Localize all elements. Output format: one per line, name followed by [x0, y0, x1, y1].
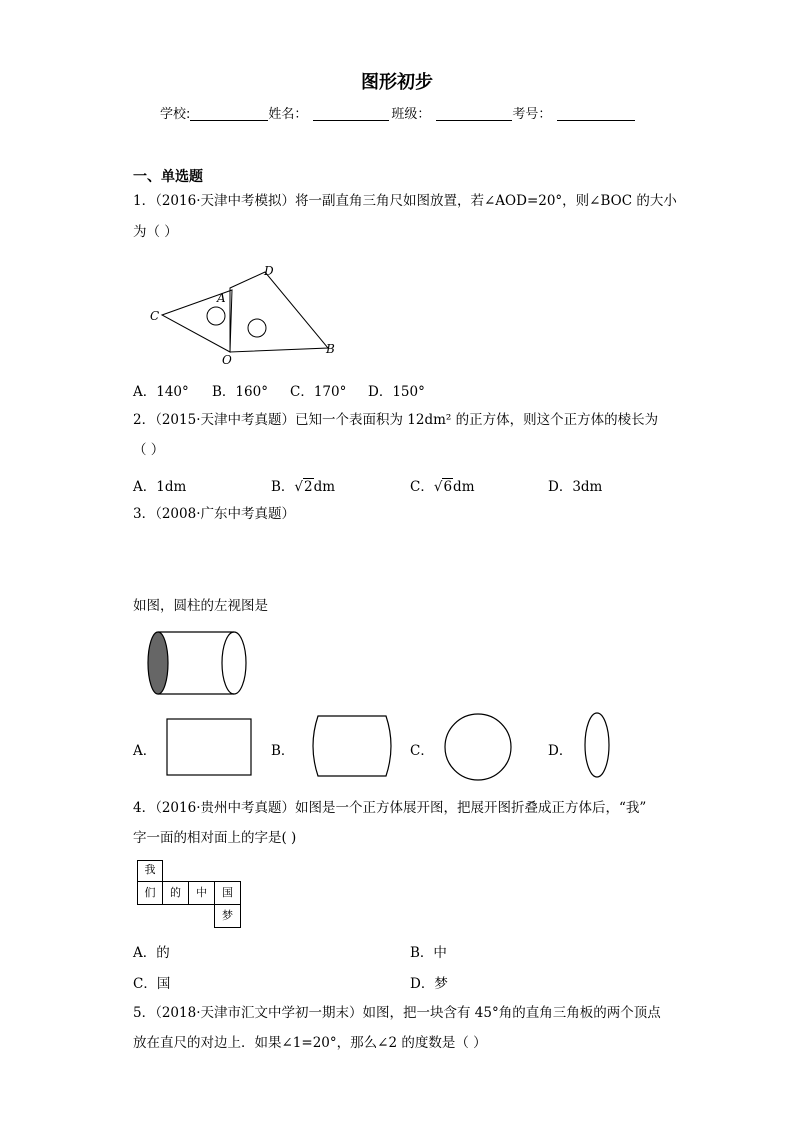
- class-label: 班级：: [391, 107, 431, 122]
- sqrt-symbol: √6: [433, 479, 453, 495]
- q4-option-b[interactable]: B．中: [410, 945, 447, 961]
- rectangle-shape: [166, 718, 254, 778]
- q1-triangles-figure: [140, 260, 350, 370]
- q1-line2: 为（ ）: [133, 224, 178, 240]
- q5-line2: 放在直尺的对边上．如果∠1=20°，那么∠2 的度数是（ ）: [133, 1035, 487, 1051]
- cylinder-figure: [144, 630, 250, 698]
- q4-line1: 4．（2016·贵州中考真题）如图是一个正方体展开图，把展开图折叠成正方体后，“我”: [133, 800, 647, 816]
- point-b-label: B: [326, 342, 335, 356]
- q3-option-a[interactable]: A．: [133, 743, 157, 759]
- q4-option-d[interactable]: D．梦: [410, 976, 448, 992]
- net-cell: 国: [214, 881, 241, 905]
- q2-option-d[interactable]: D．3dm: [548, 479, 603, 495]
- page-title: 图形初步: [361, 72, 433, 93]
- name-label: 姓名：: [268, 107, 308, 122]
- q4-option-c[interactable]: C．国: [133, 976, 171, 992]
- point-d-label: D: [264, 264, 274, 278]
- q4-option-a[interactable]: A．的: [133, 945, 170, 961]
- q3-option-b[interactable]: B．: [271, 743, 295, 759]
- section-heading: 一、单选题: [133, 169, 203, 185]
- net-cell: 们: [137, 881, 163, 905]
- point-o-label: O: [222, 353, 232, 367]
- q2-line2: （ ）: [133, 442, 165, 458]
- net-cell: 中: [188, 881, 215, 905]
- net-cell: 我: [137, 860, 163, 882]
- net-cell: 的: [162, 881, 189, 905]
- triangle-odb: [230, 272, 328, 352]
- number-blank[interactable]: [557, 106, 635, 121]
- q1-line1: 1．（2016·天津中考模拟）将一副直角三角尺如图放置，若∠AOD=20°，则∠BOC 的大小: [133, 193, 677, 209]
- number-label: 考号：: [512, 107, 552, 122]
- q5-line1: 5．（2018·天津市汇文中学初一期末）如图，把一块含有 45°角的直角三角板的两个顶点: [133, 1005, 661, 1021]
- circle-shape: [444, 713, 514, 783]
- q3-option-d[interactable]: D．: [548, 743, 573, 759]
- q2-option-c[interactable]: C．√6dm: [410, 479, 475, 495]
- rounded-rectangle-shape: [306, 714, 400, 780]
- class-blank[interactable]: [436, 106, 512, 121]
- q2-line1: 2．（2015·天津中考真题）已知一个表面积为 12dm² 的正方体，则这个正方体的棱长为: [133, 412, 659, 428]
- q2-option-a[interactable]: A．1dm: [133, 479, 187, 495]
- school-label: 学校:: [160, 107, 191, 122]
- q1-option-b[interactable]: B．160°: [212, 384, 268, 400]
- name-blank[interactable]: [313, 106, 389, 121]
- point-c-label: C: [150, 309, 160, 323]
- q1-option-d[interactable]: D．150°: [368, 384, 425, 400]
- q1-option-c[interactable]: C．170°: [290, 384, 347, 400]
- q3-line2: 如图，圆柱的左视图是: [133, 598, 268, 614]
- school-blank[interactable]: [190, 106, 268, 121]
- student-info-line: [160, 103, 635, 122]
- hole-circle: [207, 307, 225, 325]
- ellipse-shape: [582, 711, 612, 779]
- q2-option-b[interactable]: B．√2dm: [271, 479, 336, 495]
- q4-line2: 字一面的相对面上的字是( ): [133, 830, 297, 846]
- hole-circle: [248, 319, 266, 337]
- q3-option-c[interactable]: C．: [410, 743, 434, 759]
- cube-net-figure: [137, 860, 247, 930]
- q2-option-b-prefix: B．: [271, 479, 295, 495]
- q1-option-a[interactable]: A．140°: [133, 384, 189, 400]
- point-a-label: A: [217, 291, 226, 305]
- sqrt-symbol: √2: [294, 479, 313, 495]
- q2-option-c-prefix: C．: [410, 479, 434, 495]
- q3-line1: 3．（2008·广东中考真题）: [133, 506, 295, 522]
- net-cell: 梦: [214, 904, 241, 928]
